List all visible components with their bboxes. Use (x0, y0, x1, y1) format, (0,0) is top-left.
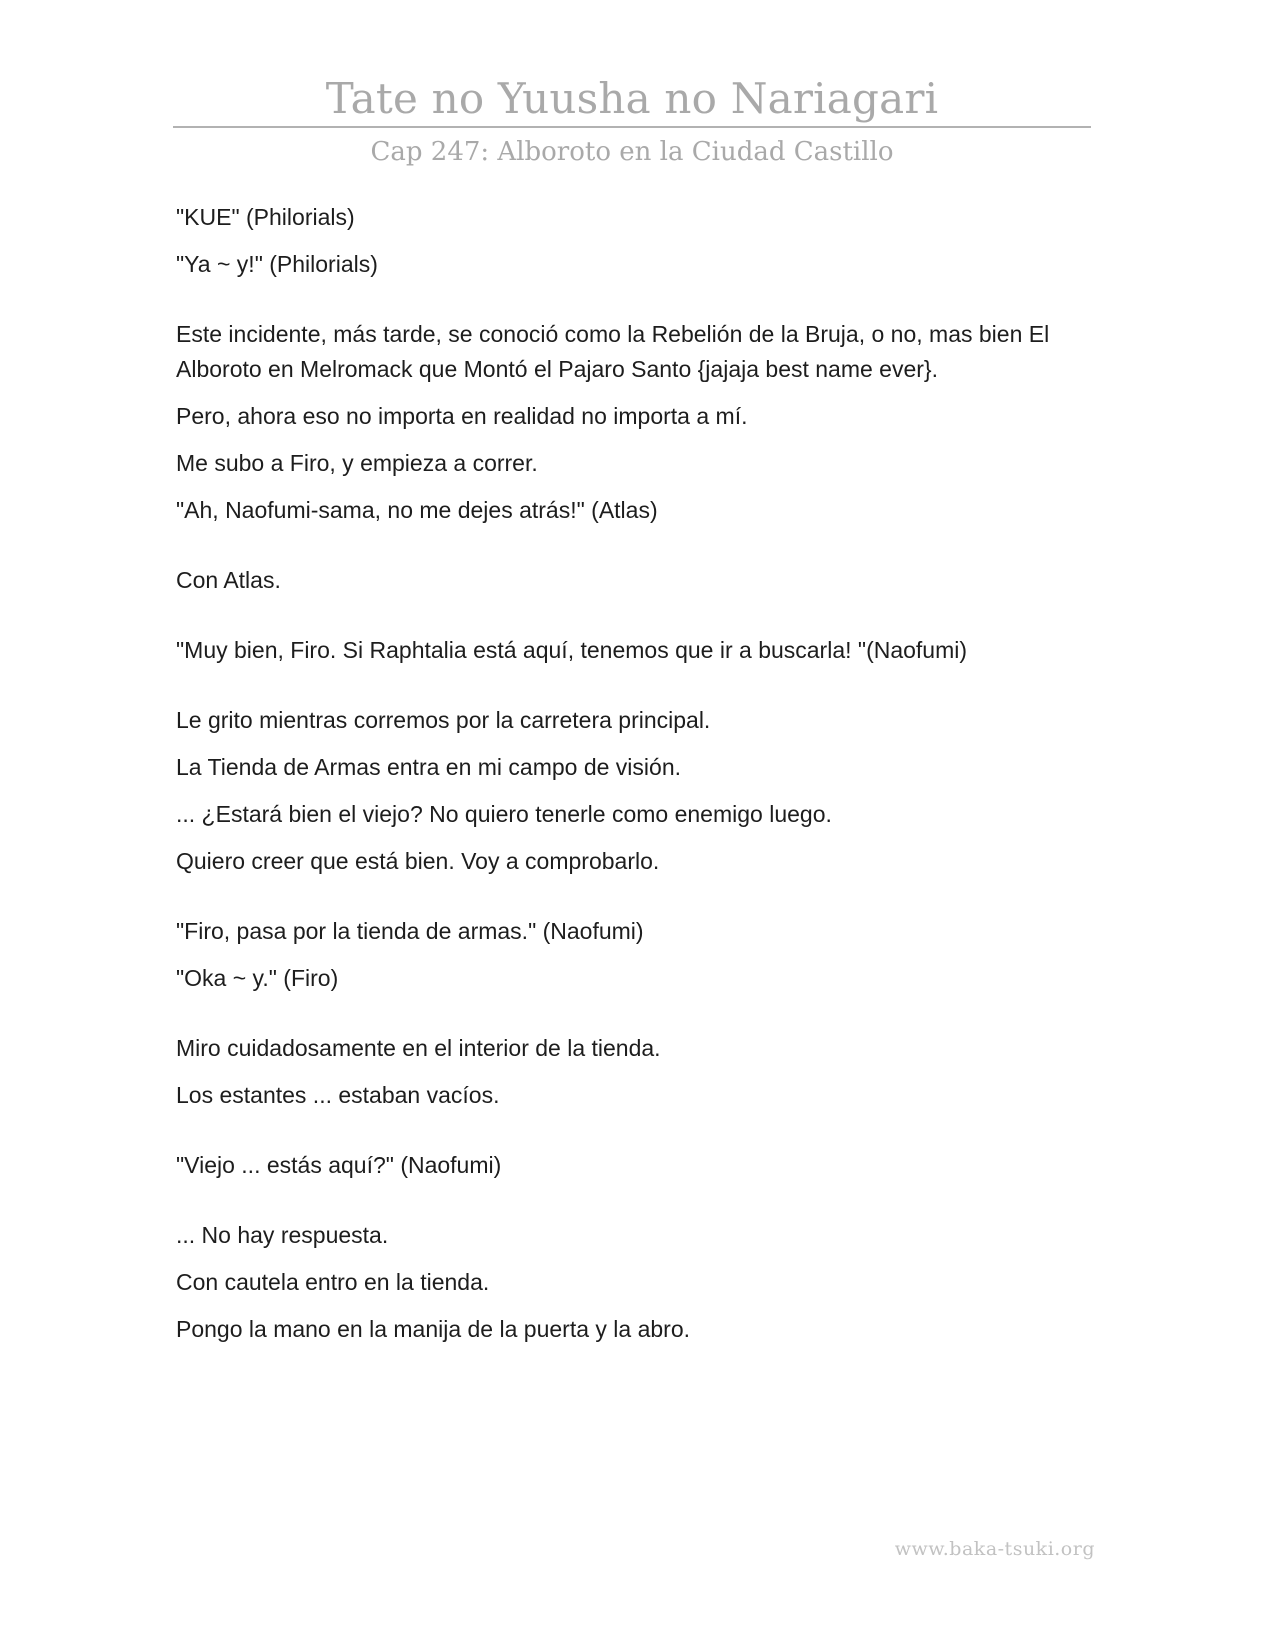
paragraph: ... No hay respuesta. (176, 1222, 389, 1248)
paragraph: Le grito mientras corremos por la carretera principal. (176, 707, 711, 733)
paragraph: "Firo, pasa por la tienda de armas." (Naofumi) (176, 918, 644, 944)
page-header (173, 72, 1091, 172)
paragraph: Quiero creer que está bien. Voy a comprobarlo. (176, 848, 660, 874)
chapter-body (176, 200, 1106, 1359)
paragraph: "Oka ~ y." (Firo) (176, 965, 339, 991)
paragraph: "Muy bien, Firo. Si Raphtalia está aquí, tenemos que ir a buscarla! "(Naofumi) (176, 637, 968, 663)
chapter-title: Cap 247: Alboroto en la Ciudad Castillo (370, 137, 894, 167)
paragraph: Con cautela entro en la tienda. (176, 1269, 490, 1295)
paragraph: "Viejo ... estás aquí?" (Naofumi) (176, 1152, 502, 1178)
paragraph: "KUE" (Philorials) (176, 204, 355, 230)
paragraph: "Ya ~ y!" (Philorials) (176, 251, 378, 277)
paragraph: Los estantes ... estaban vacíos. (176, 1082, 500, 1108)
paragraph: "Ah, Naofumi-sama, no me dejes atrás!" (Atlas) (176, 497, 658, 523)
title-divider (173, 126, 1091, 128)
book-title: Tate no Yuusha no Nariagari (325, 74, 939, 123)
paragraph: Pongo la mano en la manija de la puerta y la abro. (176, 1316, 690, 1342)
paragraph: Con Atlas. (176, 567, 281, 593)
paragraph: Miro cuidadosamente en el interior de la tienda. (176, 1035, 661, 1061)
footer-site-url: www.baka-tsuki.org (894, 1538, 1095, 1560)
paragraph: La Tienda de Armas entra en mi campo de visión. (176, 754, 682, 780)
paragraph: ... ¿Estará bien el viejo? No quiero tenerle como enemigo luego. (176, 801, 832, 827)
paragraph: Pero, ahora eso no importa en realidad no importa a mí. (176, 403, 748, 429)
paragraph: Me subo a Firo, y empieza a correr. (176, 450, 538, 476)
paragraph: Este incidente, más tarde, se conoció como la Rebelión de la Bruja, o no, mas bien El Alboroto en Melromack que Montó el Pajaro Santo {jajaja best name ever}. (176, 321, 1050, 382)
